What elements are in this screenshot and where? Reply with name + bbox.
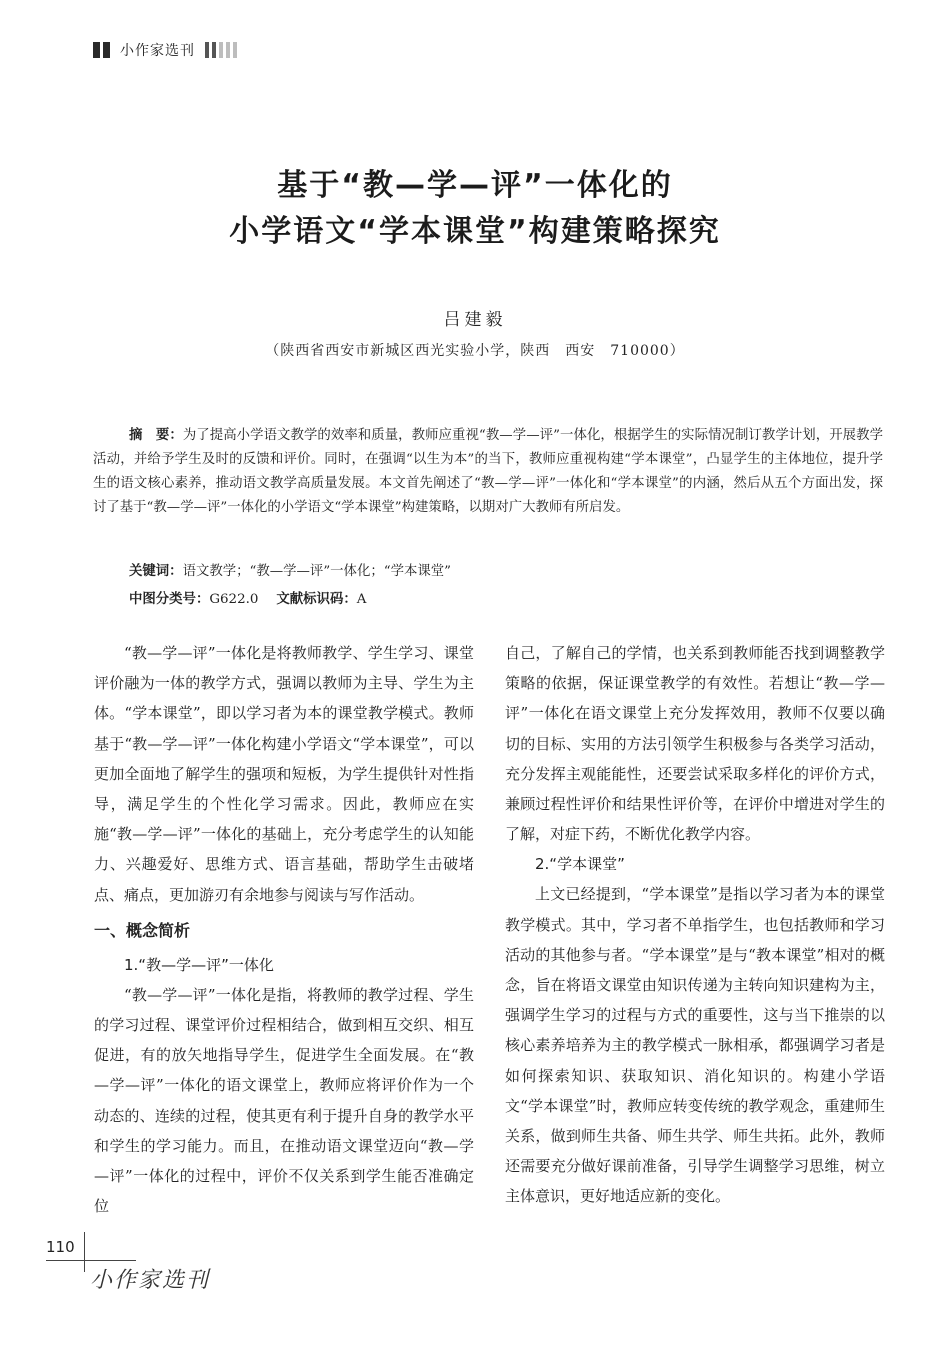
header-tick-mark xyxy=(205,42,209,58)
paper-title-line-2: 小学语文“学本课堂”构建策略探究 xyxy=(229,214,721,249)
journal-logo: 小作家选刊 xyxy=(90,1268,211,1293)
body-paragraph: “教—学—评”一体化是指，将教师的教学过程、学生的学习过程、课堂评价过程相结合，做到相互交织、相互促进，有的放矢地指导学生，促进学生全面发展。在“教—学—评”一体化的语文课堂上，教师应将评价作为一个动态的、连续的过程，使其更有利于提升自身的教学水平和学生的学习能力。而且，在推动语文课堂迈向“教—学—评”一体化的过程中，评价不仅关系到学生能否准确定位 xyxy=(94,985,474,1216)
abstract-label: 摘 要： xyxy=(129,428,183,443)
subsection-heading: 2.“学本课堂” xyxy=(535,855,625,874)
header-tick-mark xyxy=(226,42,230,58)
paper-title-line-1: 基于“教—学—评”一体化的 xyxy=(277,168,673,203)
journal-header xyxy=(93,38,240,62)
document-code-label: 文献标识码： xyxy=(276,592,357,607)
body-paragraph-continued: 自己，了解自己的学情，也关系到教师能否找到调整教学策略的依据，保证课堂教学的有效性。若想让“教—学—评”一体化在语文课堂上充分发挥效用，教师不仅要以确切的目标、实用的方法引领学生积极参与各类学习活动，充分发挥主观能能性，还要尝试采取多样化的评价方式，兼顾过程性评价和结果性评价等，在评价中增进对学生的了解，对症下药，不断优化教学内容。 xyxy=(505,644,885,844)
body-paragraph: 上文已经提到，“学本课堂”是指以学习者为本的课堂教学模式。其中，学习者不单指学生，也包括教师和学习活动的其他参与者。“学本课堂”是与“教本课堂”相对的概念，旨在将语文课堂由知识传递为主转向知识建构为主，强调学生学习的过程与方式的重要性，这与当下推崇的以核心素养培养为主的教学模式一脉相承，都强调学习者是如何探索知识、获取知识、消化知识的。构建小学语文“学本课堂”时，教师应转变传统的教学观念，重建师生关系，做到师生共备、师生共学、师生共拓。此外，教师还需要充分做好课前准备，引导学生调整学习思维，树立主体意识，更好地适应新的变化。 xyxy=(505,885,885,1206)
document-code-value: A xyxy=(356,592,367,607)
body-column-left xyxy=(94,638,474,1221)
keywords xyxy=(129,560,451,579)
keywords-text: 语文教学；“教—学—评”一体化；“学本课堂” xyxy=(182,564,451,579)
header-bar-mark xyxy=(103,42,110,58)
subsection-heading: 1.“教—学—评”一体化 xyxy=(124,955,274,974)
footer-divider-horizontal xyxy=(46,1260,136,1261)
header-bar-mark xyxy=(93,42,100,58)
keywords-label: 关键词： xyxy=(129,564,183,579)
body-column-right xyxy=(505,638,885,1212)
classification-value: G622.0 xyxy=(209,592,259,607)
author-affiliation: （陕西省西安市新城区西光实验小学，陕西 西安 710000） xyxy=(265,343,685,359)
section-heading: 一、概念简析 xyxy=(94,920,191,940)
author-name: 吕建毅 xyxy=(443,310,507,330)
page-number: 110 xyxy=(46,1238,75,1256)
abstract xyxy=(93,424,883,520)
header-tick-mark xyxy=(219,42,223,58)
header-tick-mark xyxy=(233,42,237,58)
intro-paragraph: “教—学—评”一体化是将教师教学、学生学习、课堂评价融为一体的教学方式，强调以教师为主导、学生为主体。“学本课堂”，即以学习者为本的课堂教学模式。教师基于“教—学—评”一体化构建小学语文“学本课堂”，可以更加全面地了解学生的强项和短板，为学生提供针对性指导，满足学生的个性化学习需求。因此，教师应在实施“教—学—评”一体化的基础上，充分考虑学生的认知能力、兴趣爱好、思维方式、语言基础，帮助学生击破堵点、痛点，更加游刃有余地参与阅读与写作活动。 xyxy=(94,644,474,904)
footer-divider-vertical xyxy=(84,1232,85,1272)
journal-name: 小作家选刊 xyxy=(120,43,195,59)
header-tick-mark xyxy=(212,42,216,58)
classification-line xyxy=(129,588,366,607)
abstract-paragraph xyxy=(93,424,883,520)
classification-label: 中图分类号： xyxy=(129,592,210,607)
abstract-text: 为了提高小学语文教学的效率和质量，教师应重视“教—学—评”一体化，根据学生的实际情况制订教学计划，开展教学活动，并给予学生及时的反馈和评价。同时，在强调“以生为本”的当下，教师应重视构建“学本课堂”，凸显学生的主体地位，提升学生的语文核心素养，推动语文教学高质量发展。本文首先阐述了“教—学—评”一体化和“学本课堂”的内涵，然后从五个方面出发，探讨了基于“教—学—评”一体化的小学语文“学本课堂”构建策略，以期对广大教师有所启发。 xyxy=(93,428,883,515)
